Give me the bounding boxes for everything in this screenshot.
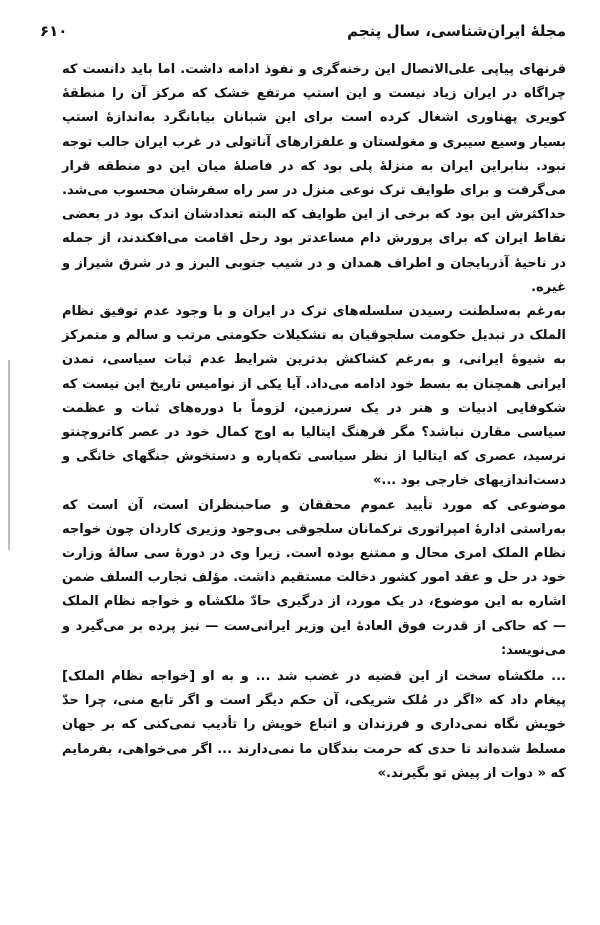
paragraph-1: قرنهای پیاپی علی‌الاتصال این رخنه‌گری و نفوذ ادامه داشت. اما باید دانست که چراگاه در ایران زیاد نیست و این استپ مرتفع خشک که مرکز آن را منطقهٔ کویری پهناوری اشغال کرده است برای این شبانان بیابانگرد به‌اندازهٔ استپ بسیار وسیع سیبری و مغولستان و علفزارهای آناتولی در غرب ایران جالب توجه نبود. بنابراین ایران به منزلهٔ پلی بود که در فاصلهٔ میان این دو منطقه قرار می‌گرفت و برای طوایف ترک نوعی منزل در سر راه سفرشان محسوب می‌شد. حداکثرش این بود که برخی از این طوایف که البته تعدادشان اندک بود در بعضی نقاط ایران که برای پرورش دام مساعدتر بود رحل اقامت می‌افکندند، از جمله در ناحیهٔ آذربایجان و اطراف همدان و در شیب جنوبی البرز و در شرق شیراز و غیره.: [62, 62, 566, 295]
paragraph-3: موضوعی که مورد تأیید عموم محققان و صاحبنظران است، آن است که به‌راستی ادارهٔ امپراتوری ترکمانان سلجوقی بی‌وجود وزیری کاردان چون خواجه نظام الملک امری محال و ممتنع بوده است. زیرا وی در دورهٔ سی سالهٔ وزارت خود در حل و عقد امور کشور دخالت مستقیم داشت. مؤلف تجارب السلف ضمن اشاره به این موضوع، در یک مورد، از درگیری حادّ ملکشاه و خواجه نظام الملک — که حاکی از قدرت فوق العادهٔ این وزیر ایرانی‌ست — نیز پرده بر می‌گیرد و می‌نویسد:: [62, 497, 566, 658]
running-title: مجلهٔ ایران‌شناسی، سال پنجم: [347, 22, 566, 40]
page-number: ۶۱۰: [40, 22, 68, 40]
quotation-paragraph: ... ملکشاه سخت از این قضیه در غضب شد ... و به او [خواجه نظام الملک] پیغام داد که «اگر در مُلک شریکی، آن حکم دیگر است و اگر تابع منی، چرا حدّ خویش نگاه نمی‌داری و فرزندان و اتباع خویش را تأدیب نمی‌کنی که بر جهان مسلط شده‌اند تا حدی که حرمت بندگان ما نمی‌دارند ... اگر می‌خواهی، بفرمایم که « دوات از پیش تو بگیرند.»: [62, 669, 566, 781]
paragraph-2: به‌رغم به‌سلطنت رسیدن سلسله‌های ترک در ایران و با وجود عدم توفیق نظام الملک در تبدیل حکومت سلجوقیان به تشکیلات حکومتی مرتب و سالم و متمرکز به شیوهٔ ایرانی، و به‌رغم کشاکش بدترین شرایط عدم ثبات سیاسی، تمدن ایرانی همچنان به بسط خود ادامه می‌داد. آیا یکی از نوامیس تاریخ این نیست که شکوفایی ادبیات و هنر در یک سرزمین، لزوماً با دوره‌های ثبات و عظمت سیاسی مقارن نباشد؟ مگر فرهنگ ایتالیا به اوج کمال خود در عصر کاتروچنتو نرسید، عصری که ایتالیا از نظر سیاسی تکه‌پاره و دستخوش جنگهای خانگی و دست‌اندازیهای خارجی بود ...»: [62, 304, 566, 489]
page-header: [40, 22, 566, 48]
body-text: [62, 58, 566, 786]
scan-edge-shadow: [8, 360, 10, 550]
